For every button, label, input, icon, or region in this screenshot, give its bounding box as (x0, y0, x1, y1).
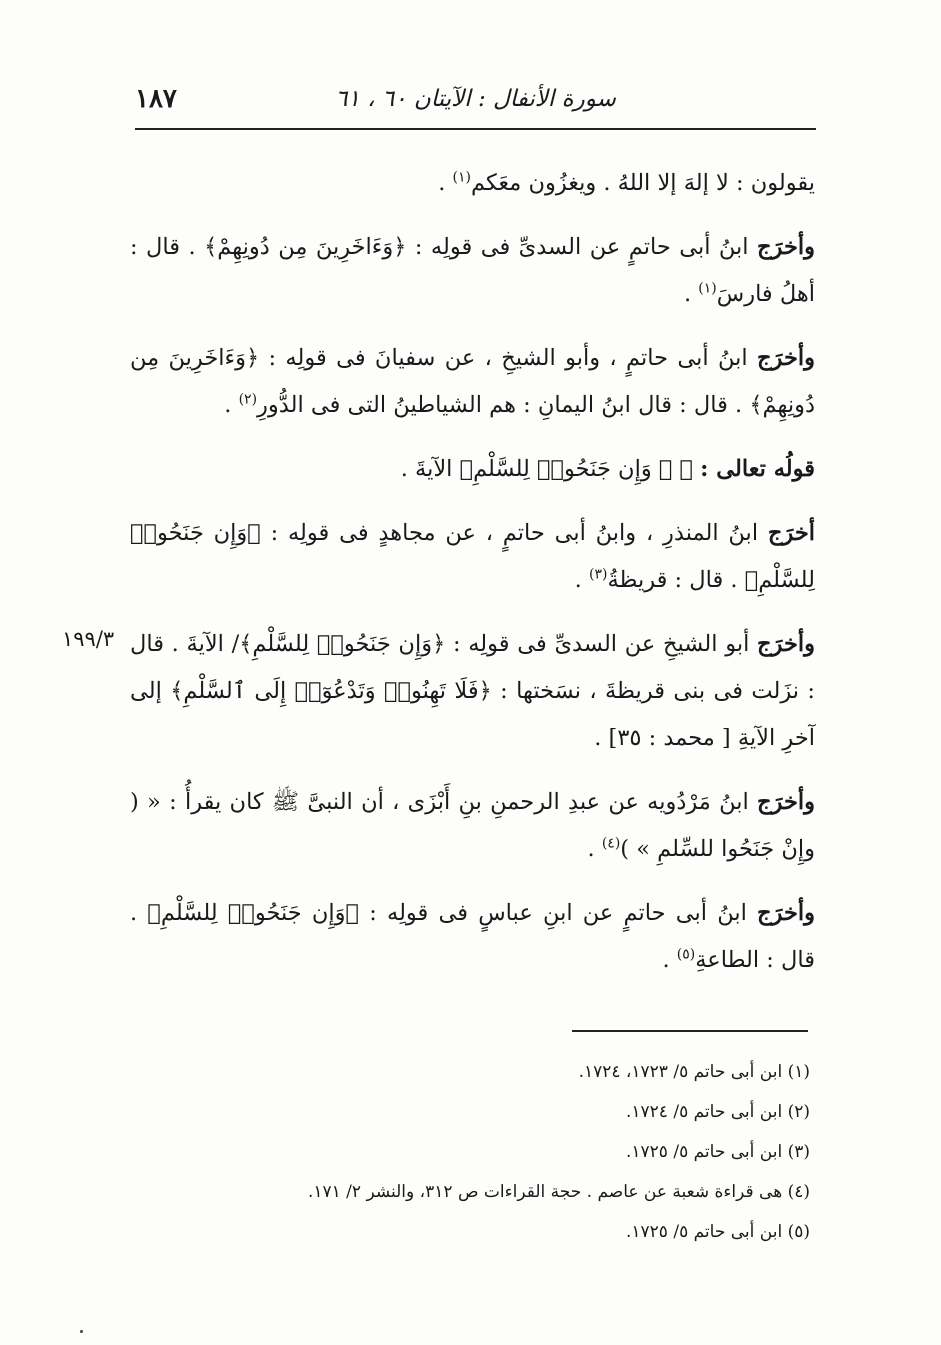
paragraph-5 (130, 510, 815, 604)
header-title: سورة الأنفال : الآيتان ٦٠ ، ٦١ (335, 86, 616, 112)
paragraph-end: . (587, 836, 602, 862)
paragraph-6 (130, 621, 815, 762)
paragraph-text: ﴿ ۞ وَإِن جَنَحُوا۟ لِلسَّلْمِ﴾ الآيةَ . (400, 456, 701, 482)
running-header (135, 82, 816, 122)
paragraph-2 (130, 224, 815, 318)
paragraph-7 (130, 779, 815, 873)
footnote-ref[interactable]: (١) (698, 280, 717, 297)
footnote-ref[interactable]: (٢) (238, 391, 258, 408)
paragraph-8 (130, 890, 815, 984)
paragraph-end: . (224, 392, 239, 418)
footnote-ref[interactable]: (١) (452, 169, 471, 186)
paragraph-end: . (662, 947, 677, 973)
paragraph-text: يقولون : لا إلهَ إلا اللهُ . ويغزُون معَكم (470, 170, 815, 196)
footnote-ref[interactable]: (٣) (588, 566, 608, 583)
footnote-ref[interactable]: (٤) (601, 835, 621, 852)
footnotes (260, 1052, 810, 1252)
paragraph-end: . (438, 170, 453, 196)
footnote: (١) ابن أبى حاتم ٥/ ١٧٢٣، ١٧٢٤. (578, 1062, 810, 1082)
paragraph-lead: وأخرَج (757, 234, 815, 260)
paragraph-text: ابنُ المنذرِ ، وابنُ أبى حاتمٍ ، عن مجاهدٍ فى قولِه : ﴿وَإِن جَنَحُوا۟ لِلسَّلْمِ﴾ . قال : قريظةُ (130, 520, 815, 593)
paragraph-lead: وأخرَج (757, 900, 815, 926)
paragraph-end: . (574, 567, 589, 593)
main-text (130, 160, 815, 1001)
paragraph-3 (130, 335, 815, 429)
paragraph-text: ابنُ أبى حاتمٍ عن السدىِّ فى قولِه : ﴿وَءَاخَرِينَ مِن دُونِهِمْ﴾ . قال : أهلُ فارسَ (130, 234, 815, 307)
footnote-ref[interactable]: (٥) (676, 946, 696, 963)
section-heading: قولُه تعالى : (700, 456, 815, 482)
paragraph-text: ابنُ أبى حاتمٍ ، وأبو الشيخِ ، عن سفيانَ فى قولِه : ﴿وَءَاخَرِينَ مِن دُونِهِمْ﴾ . قال : قال ابنُ اليمانِ : هم الشياطينُ التى فى الدُّورِ (130, 345, 815, 418)
footnote: (٣) ابن أبى حاتم ٥/ ١٧٢٥. (625, 1142, 810, 1162)
margin-reference: ١٩٩/٣ (62, 627, 115, 651)
paragraph-lead: وأخرَج (757, 631, 815, 657)
footnote: (٢) ابن أبى حاتم ٥/ ١٧٢٤. (625, 1102, 810, 1122)
paragraph-text: أبو الشيخِ عن السدىِّ فى قولِه : ﴿وَإِن جَنَحُوا۟ لِلسَّلْمِ﴾/ الآيةَ . قال : نزَلت فى بنى قريظةَ ، نسَختها : ﴿فَلَا تَهِنُوا۟ وَتَدْعُوٓا۟ إِلَى ٱلسَّلْمِ﴾ إلى آخرِ الآيةِ [ محمد : ٣٥] . (130, 631, 815, 751)
paragraph-lead: أخرَج (767, 520, 815, 546)
footnote: (٥) ابن أبى حاتم ٥/ ١٧٢٥. (625, 1222, 810, 1242)
paragraph-text: ابنُ أبى حاتمٍ عن ابنِ عباسٍ فى قولِه : ﴿وَإِن جَنَحُوا۟ لِلسَّلْمِ﴾ . قال : الطاعةِ (130, 900, 815, 973)
paragraph-text: ابنُ مَرْدُويه عن عبدِ الرحمنِ بنِ أَبْزَى ، أن النبىَّ ﷺ كان يقرأُ : « ( وإِنْ جَنَحُوا للسِّلمِ » ) (130, 789, 815, 862)
paragraph-end: . (683, 281, 699, 307)
paragraph-1 (130, 160, 815, 207)
scan-speck (80, 1330, 83, 1333)
paragraph-lead: وأخرَج (757, 789, 815, 815)
page-number: ١٨٧ (135, 84, 177, 114)
footnote: (٤) هى قراءة شعبة عن عاصم . حجة القراءات ص ٣١٢، والنشر ٢/ ١٧١. (307, 1182, 810, 1202)
paragraph-4 (130, 446, 815, 493)
footnote-rule (572, 1030, 808, 1032)
paragraph-lead: وأخرَج (757, 345, 815, 371)
header-rule (135, 128, 816, 130)
